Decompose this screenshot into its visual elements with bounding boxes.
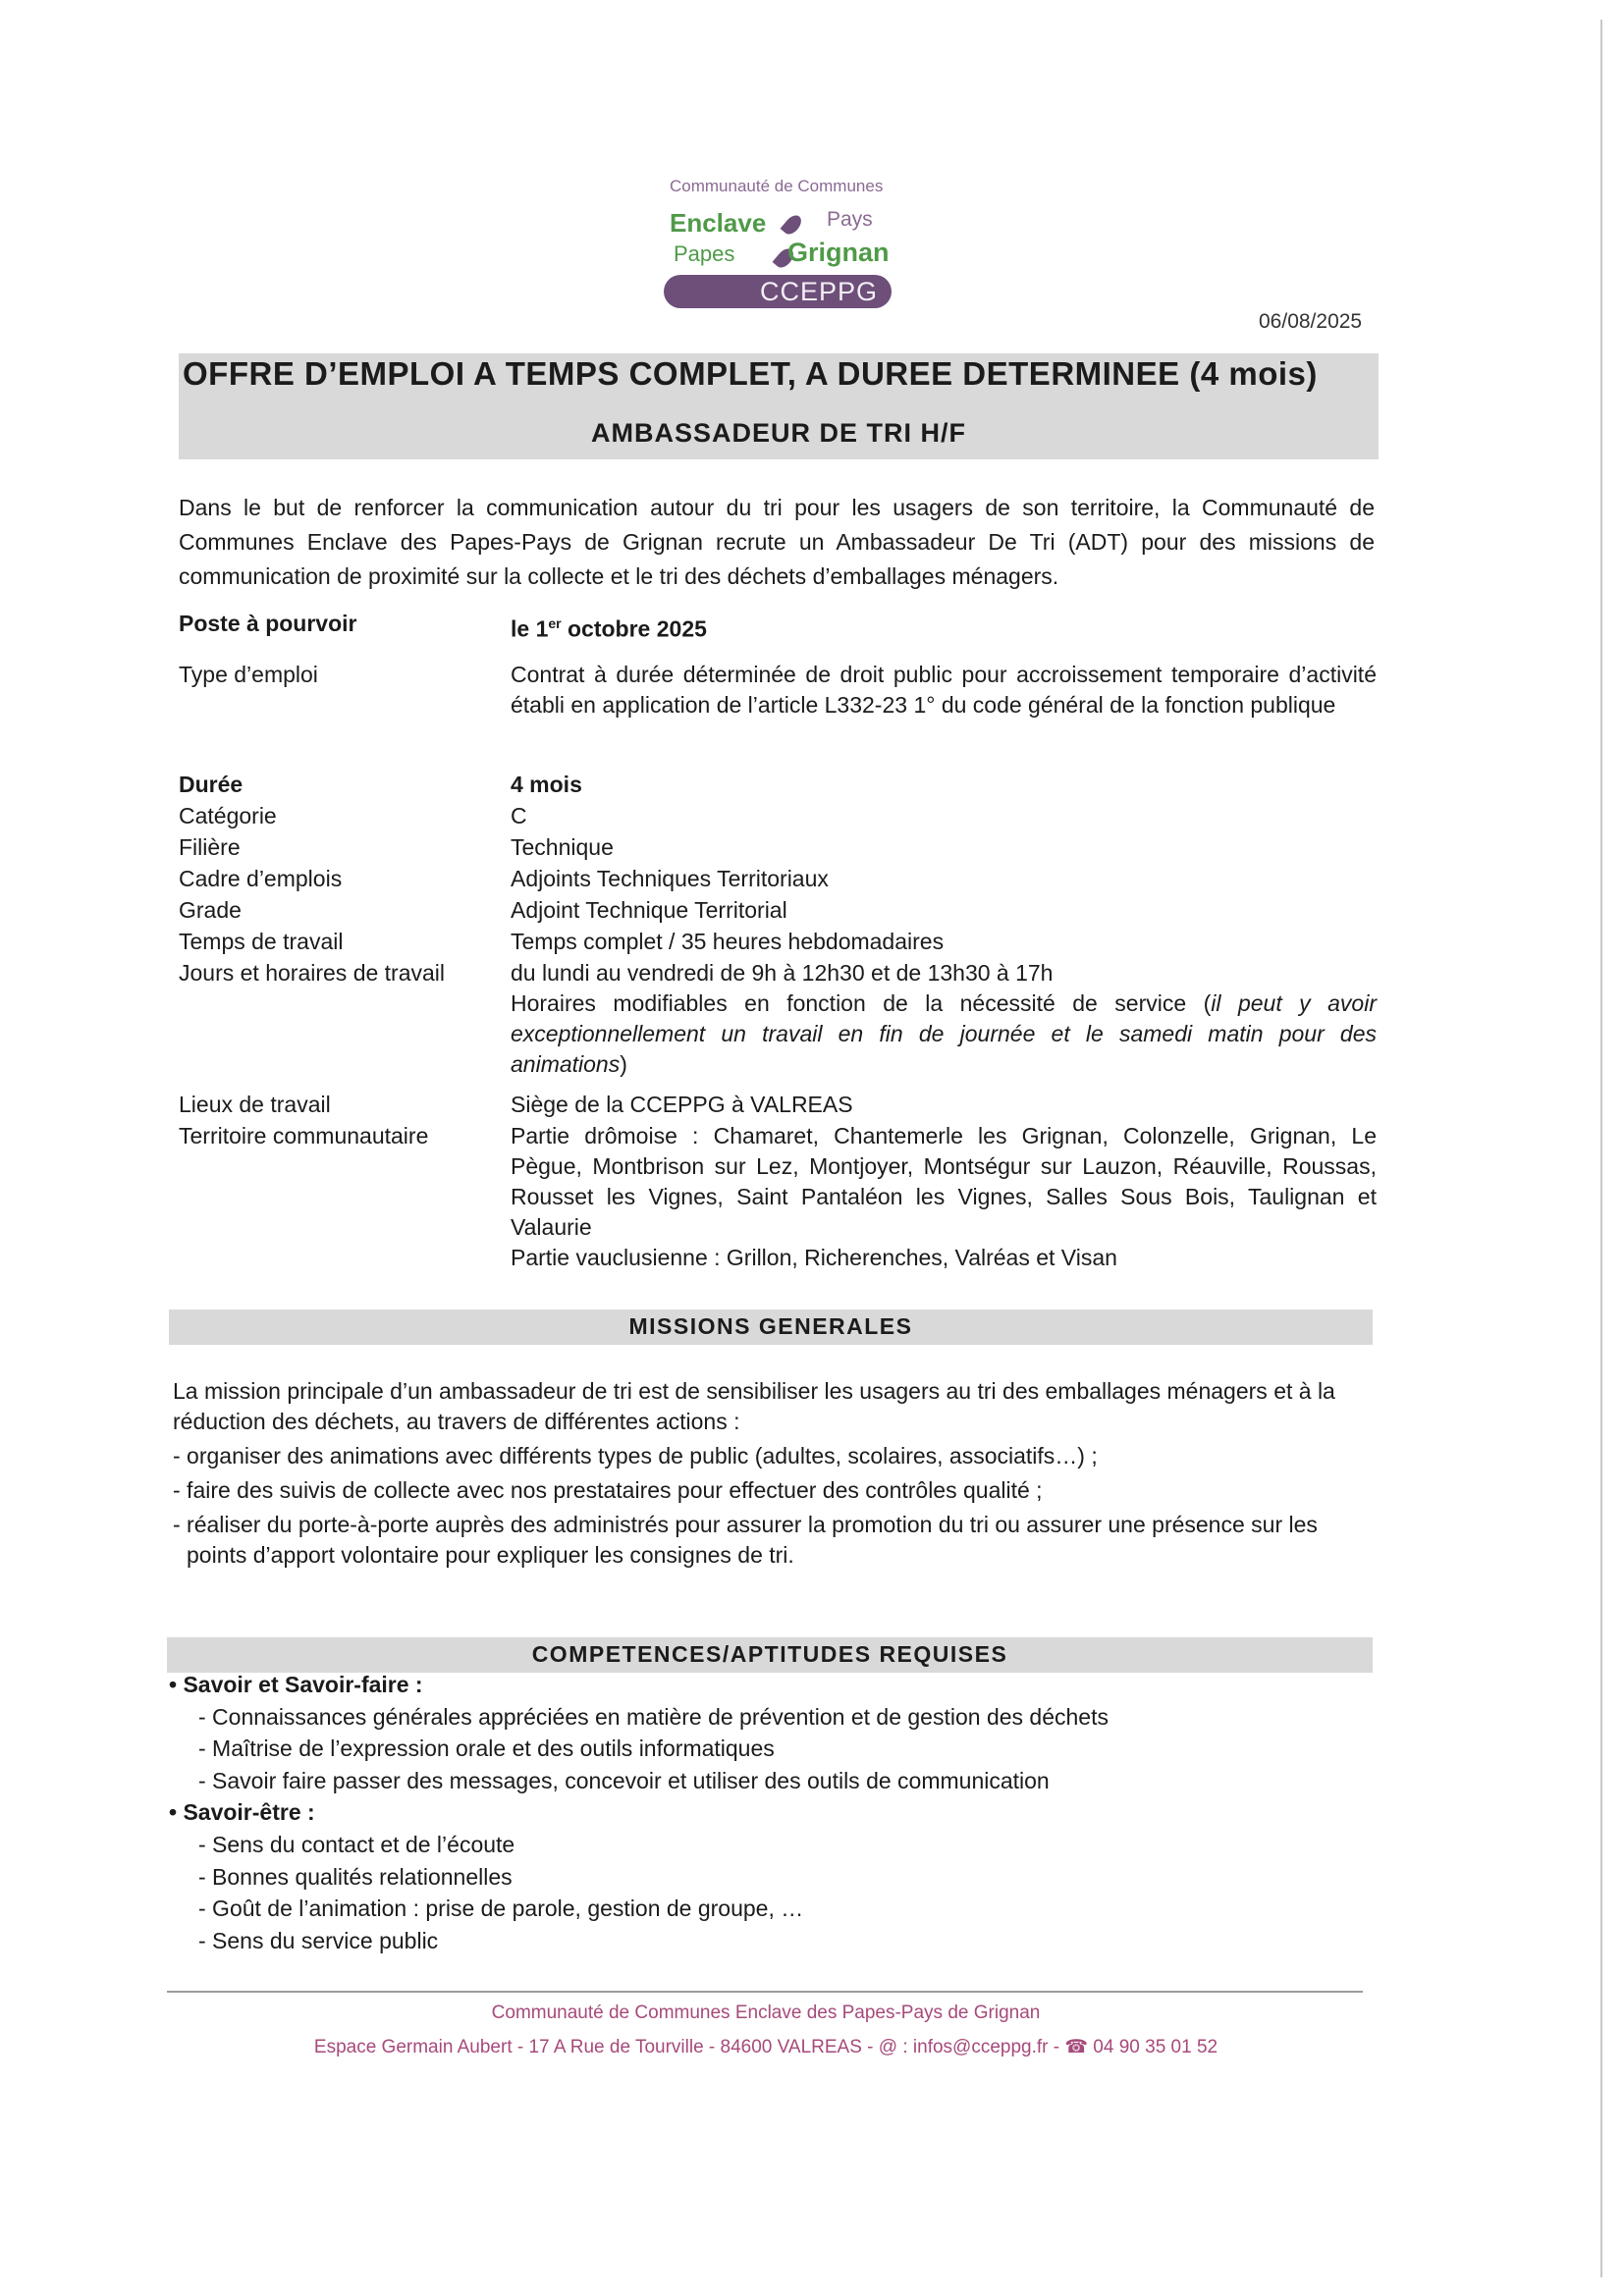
intro-paragraph: Dans le but de renforcer la communication autour du tri pour les usagers de son territoire, la Communauté de Communes Enclave des Papes-Pays de Grignan recrute un Ambassadeur De Tri (ADT) pour des missions de communication de proximité sur la collecte et le tri des déchets d’emballages ménagers. [179, 495, 1375, 589]
footer-organization: Communauté de Communes Enclave des Papes-Pays de Grignan [491, 2002, 1041, 2023]
competences-list [169, 1669, 1109, 1956]
offer-title-duration: (4 mois) [1189, 355, 1318, 392]
list-item: - faire des suivis de collecte avec nos prestataires pour effectuer des contrôles qualité ; [173, 1477, 1043, 1503]
logo-banner [664, 275, 892, 308]
detail-value: 4 mois [511, 772, 582, 797]
competences-heading: COMPETENCES/APTITUDES REQUISES [531, 1641, 1008, 1667]
group-title: • Savoir et Savoir-faire : [169, 1672, 423, 1697]
missions-body [173, 1376, 1373, 1571]
list-item: - Sens du service public [198, 1927, 439, 1953]
detail-value: Adjoint Technique Territorial [511, 897, 787, 923]
competences-heading-band [167, 1637, 1373, 1673]
missions-heading: MISSIONS GENERALES [628, 1313, 913, 1339]
detail-label: Lieux de travail [179, 1092, 331, 1117]
logo-enclave: Enclave [670, 208, 767, 238]
missions-intro: La mission principale d’un ambassadeur de tri est de sensibiliser les usagers au tri des emballages ménagers et à la réduction des déchets, au travers de différentes actions : [173, 1378, 1335, 1434]
list-item: - Bonnes qualités relationnelles [198, 1863, 513, 1890]
detail-label: Durée [179, 772, 244, 797]
detail-value: Adjoints Techniques Territoriaux [511, 866, 829, 891]
detail-label: Territoire communautaire [179, 1123, 429, 1148]
missions-heading-band [169, 1309, 1373, 1345]
detail-value: C [511, 803, 527, 828]
detail-value: Technique [511, 834, 614, 860]
list-item: - Maîtrise de l’expression orale et des outils informatiques [198, 1735, 775, 1762]
territoire-drome: Partie drômoise : Chamaret, Chantemerle les Grignan, Colonzelle, Grignan, Le Pègue, Montbrison sur Lez, Montjoyer, Montségur sur Lauzon, Réauville, Roussas, Rousset les Vignes, Saint Pantaléon les Vignes, Salles Sous Bois, Taulignan et Valaurie [511, 1123, 1377, 1240]
logo-papes: Papes [674, 241, 735, 266]
logo-grignan: Grignan [787, 238, 890, 267]
detail-value: Siège de la CCEPPG à VALREAS [511, 1092, 853, 1117]
list-item: - Goût de l’animation : prise de parole, gestion de groupe, … [198, 1896, 804, 1922]
detail-value: Temps complet / 35 heures hebdomadaires [511, 929, 945, 954]
document-date: 06/08/2025 [1259, 310, 1363, 333]
detail-label: Type d’emploi [179, 662, 318, 687]
leaf-icon [781, 212, 805, 238]
detail-label: Filière [179, 834, 241, 860]
detail-label: Grade [179, 897, 242, 923]
list-item: - Connaissances générales appréciées en matière de prévention et de gestion des déchets [198, 1703, 1109, 1730]
cceppg-logo [664, 171, 895, 314]
group-title: • Savoir-être : [169, 1799, 315, 1826]
job-title: AMBASSADEUR DE TRI H/F [590, 418, 966, 448]
footer-divider [167, 1991, 1363, 1993]
list-item: - Sens du contact et de l’écoute [198, 1831, 515, 1857]
detail-value: Contrat à durée déterminée de droit public pour accroissement temporaire d’activité établi en application de l’article L332-23 1° du code général de la fonction publique [511, 662, 1377, 718]
list-item: - réaliser du porte-à-porte auprès des administrés pour assurer la promotion du tri ou assurer une présence sur les points d’apport volontaire pour expliquer les consignes de tri. [173, 1512, 1318, 1568]
logo-line1: Communauté de Communes [670, 177, 884, 195]
logo-acronym: CCEPPG [759, 277, 878, 306]
offer-title-main: OFFRE D’EMPLOI A TEMPS COMPLET, A DUREE DETERMINEE [183, 355, 1180, 392]
scan-edge-line [1600, 20, 1602, 2277]
detail-label: Catégorie [179, 803, 277, 828]
detail-label: Cadre d’emplois [179, 866, 343, 891]
detail-value [511, 958, 1377, 1080]
list-item: - Savoir faire passer des messages, concevoir et utiliser des outils de communication [198, 1767, 1050, 1793]
logo-pays: Pays [827, 208, 873, 231]
detail-label: Temps de travail [179, 929, 344, 954]
detail-label: Jours et horaires de travail [179, 960, 446, 986]
detail-label: Poste à pourvoir [179, 611, 357, 636]
detail-value [511, 1121, 1377, 1273]
horaires-value: du lundi au vendredi de 9h à 12h30 et de 13h30 à 17h [511, 960, 1054, 986]
offer-title [183, 355, 1318, 393]
horaires-note: Horaires modifiables en fonction de la nécessité de service (il peut y avoir exceptionnellement un travail en fin de journée et le samedi matin pour des animations) [511, 990, 1377, 1077]
territoire-vaucluse: Partie vauclusienne : Grillon, Richerenches, Valréas et Visan [511, 1245, 1117, 1270]
list-item: - organiser des animations avec différents types de public (adultes, scolaires, associatifs…) ; [173, 1443, 1098, 1468]
footer-contact: Espace Germain Aubert - 17 A Rue de Tourville - 84600 VALREAS - @ : infos@cceppg.fr - ☎ 04 90 35 01 52 [313, 2037, 1218, 2057]
detail-value: le 1er octobre 2025 [511, 615, 707, 642]
